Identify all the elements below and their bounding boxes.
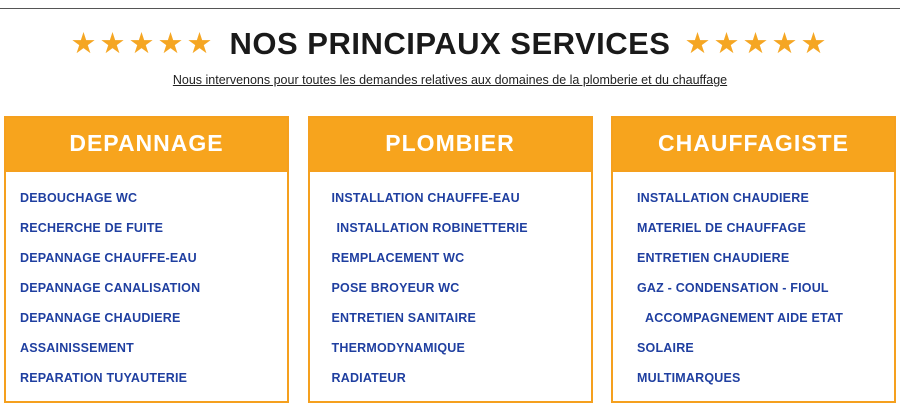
card-items-depannage: [6, 172, 287, 401]
list-item[interactable]: ASSAINISSEMENT: [20, 341, 134, 355]
service-columns: [0, 116, 900, 403]
list-item[interactable]: DEBOUCHAGE WC: [20, 191, 138, 205]
title-row: [0, 26, 900, 62]
list-item[interactable]: SOLAIRE: [637, 341, 694, 355]
list-item[interactable]: MATERIEL DE CHAUFFAGE: [637, 221, 807, 235]
list-item[interactable]: ENTRETIEN SANITAIRE: [331, 311, 477, 325]
stars-right-icon: ★★★★★: [684, 27, 830, 60]
list-item[interactable]: ACCOMPAGNEMENT AIDE ETAT: [645, 311, 844, 325]
card-items-plombier: [310, 172, 591, 401]
list-item[interactable]: GAZ - CONDENSATION - FIOUL: [637, 281, 829, 295]
top-divider: [0, 8, 900, 9]
card-items-chauffagiste: [613, 172, 894, 401]
stars-left-icon: ★★★★★: [70, 27, 216, 60]
list-item[interactable]: RADIATEUR: [331, 371, 406, 385]
list-item[interactable]: ENTRETIEN CHAUDIERE: [637, 251, 790, 265]
service-card-plombier: [308, 116, 593, 403]
list-item[interactable]: POSE BROYEUR WC: [331, 281, 460, 295]
list-item[interactable]: REMPLACEMENT WC: [331, 251, 465, 265]
card-title-depannage: DEPANNAGE: [6, 118, 287, 172]
page-title: NOS PRINCIPAUX SERVICES: [229, 26, 671, 61]
card-title-chauffagiste: CHAUFFAGISTE: [613, 118, 894, 172]
list-item[interactable]: INSTALLATION CHAUDIERE: [637, 191, 809, 205]
list-item[interactable]: DEPANNAGE CHAUFFE-EAU: [20, 251, 197, 265]
list-item[interactable]: THERMODYNAMIQUE: [331, 341, 466, 355]
page-subtitle: Nous intervenons pour toutes les demandes relatives aux domaines de la plomberie et du chauffage: [172, 73, 728, 87]
list-item[interactable]: DEPANNAGE CANALISATION: [20, 281, 201, 295]
list-item[interactable]: MULTIMARQUES: [637, 371, 741, 385]
list-item[interactable]: INSTALLATION CHAUFFE-EAU: [331, 191, 520, 205]
card-title-plombier: PLOMBIER: [310, 118, 591, 172]
list-item[interactable]: INSTALLATION ROBINETTERIE: [336, 221, 528, 235]
list-item[interactable]: DEPANNAGE CHAUDIERE: [20, 311, 181, 325]
service-card-depannage: [4, 116, 289, 403]
list-item[interactable]: RECHERCHE DE FUITE: [20, 221, 164, 235]
service-card-chauffagiste: [611, 116, 896, 403]
list-item[interactable]: REPARATION TUYAUTERIE: [20, 371, 188, 385]
page-header: [0, 26, 900, 87]
